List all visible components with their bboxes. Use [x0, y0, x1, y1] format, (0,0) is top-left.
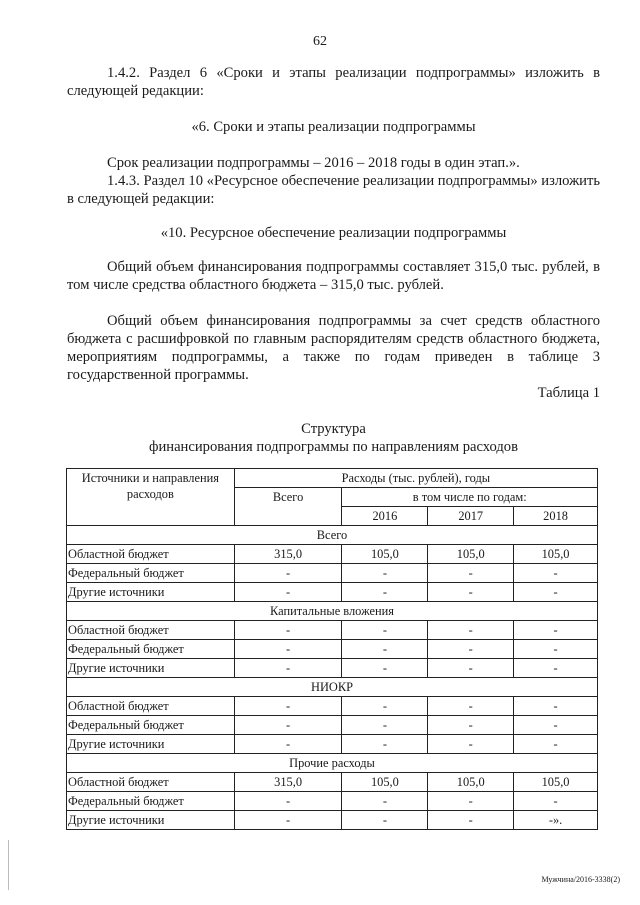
cell-value: 105,0 [342, 773, 428, 792]
header-year: 2017 [428, 507, 514, 526]
table-subtitle: финансирования подпрограммы по направлениям расходов [149, 439, 518, 455]
cell-value: - [342, 811, 428, 830]
row-label: Областной бюджет [67, 773, 235, 792]
cell-value: - [234, 659, 342, 678]
cell-value: - [342, 735, 428, 754]
table-row [67, 716, 598, 735]
cell-value: - [342, 716, 428, 735]
cell-value: 105,0 [428, 773, 514, 792]
cell-value: - [514, 564, 598, 583]
cell-value: - [514, 716, 598, 735]
cell-value: - [428, 583, 514, 602]
table-row [67, 640, 598, 659]
cell-value: - [234, 716, 342, 735]
cell-value: - [234, 697, 342, 716]
table-row [67, 773, 598, 792]
row-label: Федеральный бюджет [67, 564, 235, 583]
cell-value: - [428, 621, 514, 640]
row-label: Другие источники [67, 583, 235, 602]
cell-value: - [234, 811, 342, 830]
funding-structure-table [66, 468, 598, 830]
cell-value: - [428, 564, 514, 583]
cell-value: - [234, 792, 342, 811]
cell-value: - [234, 583, 342, 602]
cell-value: 105,0 [428, 545, 514, 564]
cell-value: 105,0 [514, 773, 598, 792]
row-label: Другие источники [67, 735, 235, 754]
table-row [67, 811, 598, 830]
cell-value: - [428, 659, 514, 678]
row-label: Областной бюджет [67, 697, 235, 716]
row-label: Областной бюджет [67, 545, 235, 564]
table-row [67, 545, 598, 564]
header-by-years: в том числе по годам: [342, 488, 598, 507]
cell-value: - [428, 811, 514, 830]
cell-value: - [342, 583, 428, 602]
cell-value: - [342, 697, 428, 716]
page-number: 62 [313, 34, 327, 49]
cell-value: - [234, 735, 342, 754]
cell-value: - [234, 621, 342, 640]
cell-value: 105,0 [514, 545, 598, 564]
row-label: Областной бюджет [67, 621, 235, 640]
table-row [67, 735, 598, 754]
scan-edge-mark [8, 840, 9, 890]
cell-value: - [514, 659, 598, 678]
heading-section-6: «6. Сроки и этапы реализации подпрограммы [191, 119, 476, 135]
cell-value: -». [514, 811, 598, 830]
section-1-4-2: 1.4.2. Раздел 6 «Сроки и этапы реализации подпрограммы» изложить в следующей редакции: [67, 65, 600, 99]
table-row [67, 564, 598, 583]
cell-value: 315,0 [234, 773, 342, 792]
section-title: Прочие расходы [67, 754, 598, 773]
table-row [67, 583, 598, 602]
cell-value: - [514, 640, 598, 659]
row-label: Другие источники [67, 811, 235, 830]
regional-funding-text: Общий объем финансирования подпрограммы за счет средств областного бюджета с расшифровкой по главным распорядителям средств областного бюджета, мероприятиям подпрограммы, а также по годам приведен в таблице 3 государственной программы. [67, 313, 600, 383]
table-row [67, 621, 598, 640]
heading-section-10: «10. Ресурсное обеспечение реализации подпрограммы [160, 225, 507, 241]
cell-value: - [234, 564, 342, 583]
table-row [67, 697, 598, 716]
header-sources: Источники и направления расходов [67, 469, 235, 526]
cell-value: - [514, 735, 598, 754]
section-title: Всего [67, 526, 598, 545]
cell-value: 315,0 [234, 545, 342, 564]
funding-text: Общий объем финансирования подпрограммы составляет 315,0 тыс. рублей, в том числе средства областного бюджета – 315,0 тыс. рублей. [67, 259, 600, 293]
cell-value: - [342, 659, 428, 678]
cell-value: 105,0 [342, 545, 428, 564]
cell-value: - [514, 621, 598, 640]
row-label: Другие источники [67, 659, 235, 678]
cell-value: - [428, 792, 514, 811]
cell-value: - [342, 621, 428, 640]
table-row [67, 792, 598, 811]
cell-value: - [342, 640, 428, 659]
header-total: Всего [234, 488, 342, 526]
cell-value: - [428, 735, 514, 754]
cell-value: - [514, 583, 598, 602]
row-label: Федеральный бюджет [67, 792, 235, 811]
header-year: 2016 [342, 507, 428, 526]
term-text: Срок реализации подпрограммы – 2016 – 2018 годы в один этап.». [107, 155, 520, 171]
footer-document-code: Мужчина/2016-3338(2) [541, 875, 620, 884]
cell-value: - [234, 640, 342, 659]
header-expenses: Расходы (тыс. рублей), годы [234, 469, 597, 488]
cell-value: - [428, 697, 514, 716]
header-year: 2018 [514, 507, 598, 526]
cell-value: - [342, 792, 428, 811]
table-row [67, 659, 598, 678]
section-title: НИОКР [67, 678, 598, 697]
row-label: Федеральный бюджет [67, 640, 235, 659]
cell-value: - [428, 716, 514, 735]
section-title: Капитальные вложения [67, 602, 598, 621]
cell-value: - [514, 792, 598, 811]
cell-value: - [428, 640, 514, 659]
table-title: Структура [301, 421, 366, 437]
cell-value: - [342, 564, 428, 583]
row-label: Федеральный бюджет [67, 716, 235, 735]
table-label: Таблица 1 [537, 385, 600, 401]
section-1-4-3: 1.4.3. Раздел 10 «Ресурсное обеспечение реализации подпрограммы» изложить в следующей редакции: [67, 173, 601, 207]
cell-value: - [514, 697, 598, 716]
